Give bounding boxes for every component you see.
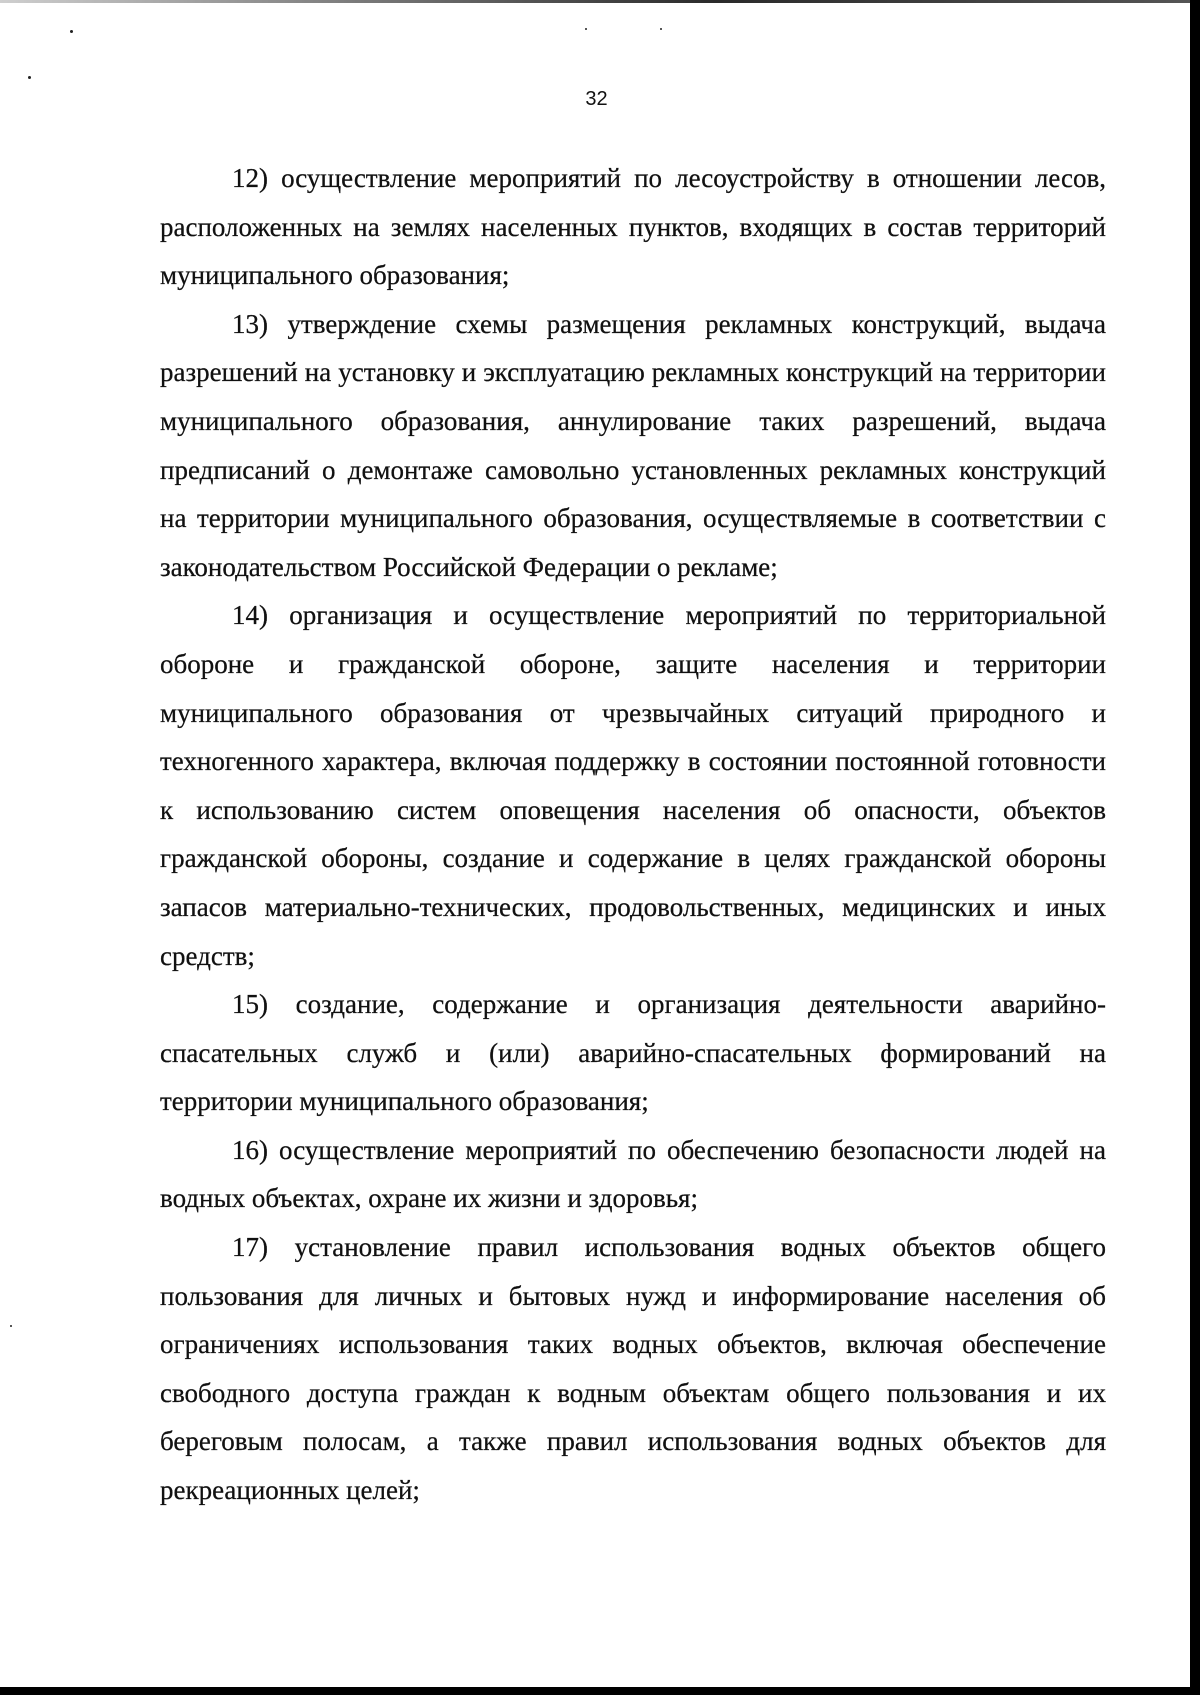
paragraph-item-17: 17) установление правил использования водных объектов общего пользования для личных и бытовых нужд и информирование населения об ограничениях использования таких водных объектов, включая обеспечение свободного доступа граждан к водным объектам общего пользования и их береговым полосам, а также правил использования водных объектов для рекреационных целей;	[160, 1232, 1106, 1506]
paragraph-item-15: 15) создание, содержание и организация деятельности аварийно-спасательных служб и (или) аварийно-спасательных формирований на территории муниципального образования;	[160, 989, 1106, 1117]
paragraph-item-12: 12) осуществление мероприятий по лесоустройству в отношении лесов, расположенных на землях населенных пунктов, входящих в состав территорий муниципального образования;	[160, 163, 1106, 291]
paragraph-item-14: 14) организация и осуществление мероприятий по территориальной обороне и гражданской обороне, защите населения и территории муниципального образования от чрезвычайных ситуаций природного и техногенного характера, включая поддержку в состоянии постоянной готовности к использованию систем оповещения населения об опасности, объектов гражданской обороны, создание и содержание в целях гражданской обороны запасов материально-технических, продовольственных, медицинских и иных средств;	[160, 600, 1106, 971]
scan-speck	[10, 1325, 12, 1327]
scan-speck	[585, 28, 587, 30]
page-number: 32	[585, 88, 608, 110]
scan-top-edge	[0, 0, 1193, 3]
scan-speck	[660, 28, 662, 30]
paragraph-item-13: 13) утверждение схемы размещения рекламных конструкций, выдача разрешений на установку и эксплуатацию рекламных конструкций на территории муниципального образования, аннулирование таких разрешений, выдача предписаний о демонтаже самовольно установленных рекламных конструкций на территории муниципального образования, осуществляемые в соответствии с законодательством Российской Федерации о рекламе;	[160, 308, 1106, 582]
scan-speck	[70, 30, 73, 33]
scan-speck	[28, 76, 31, 79]
paragraph-item-16: 16) осуществление мероприятий по обеспечению безопасности людей на водных объектах, охране их жизни и здоровья;	[160, 1134, 1106, 1214]
document-body	[160, 154, 1106, 1515]
